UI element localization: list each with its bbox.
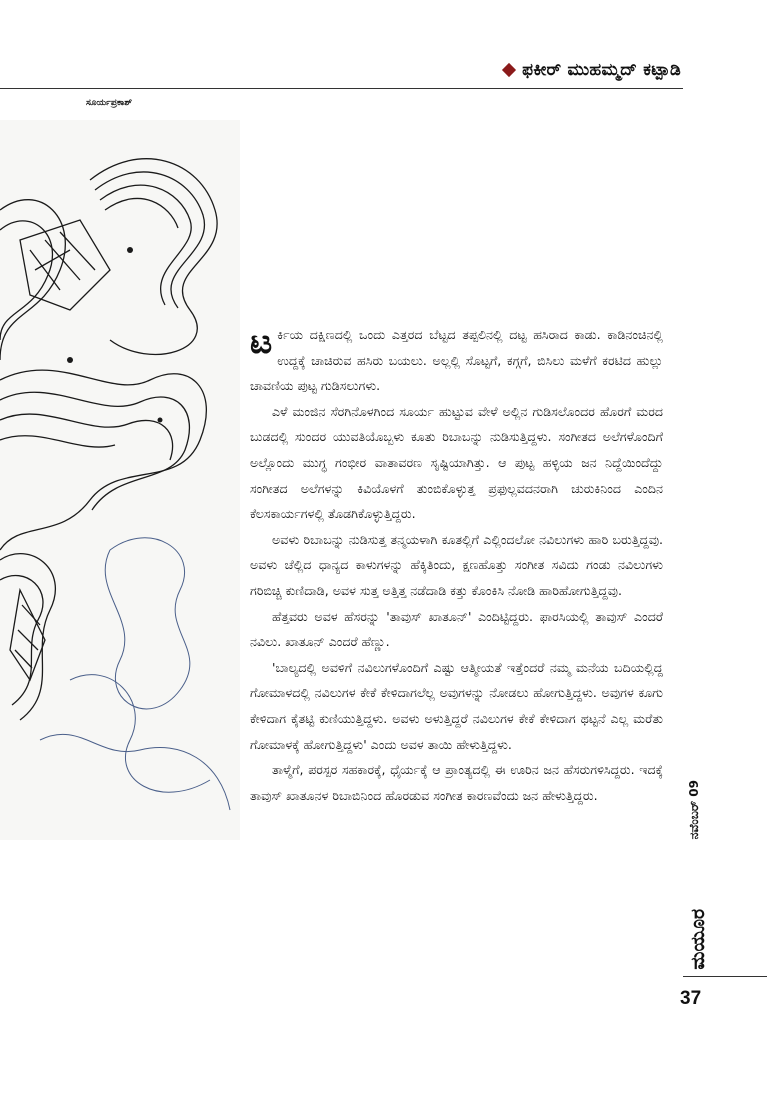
article-paragraph: ಟರ್ಕಿಯ ದಕ್ಷಿಣದಲ್ಲಿ ಒಂದು ಎತ್ತರದ ಬೆಟ್ಟದ ತಪ್ಪಲಿನಲ್ಲಿ ದಟ್ಟ ಹಸಿರಾದ ಕಾಡು. ಕಾಡಿನಂಚಿನಲ್ಲಿ ಉದ್ದಕ್ಕೆ ಚಾಚಿರುವ ಹಸಿರು ಬಯಲು. ಅಲ್ಲಲ್ಲಿ ಸೊಟ್ಟಗೆ, ಕಗ್ಗಗೆ, ಬಿಸಿಲು ಮಳೆಗೆ ಕರಟಿದ ಹುಲ್ಲು ಚಾವಣಿಯ ಪುಟ್ಟ ಗುಡಿಸಲುಗಳು.: [250, 322, 663, 394]
author-header: [504, 56, 681, 84]
article-paragraph: ತಾಳ್ಮೆಗೆ, ಪರಸ್ಪರ ಸಹಕಾರಕ್ಕೆ, ಧೈರ್ಯಕ್ಕೆ ಆ ಪ್ರಾಂತ್ಯದಲ್ಲಿ ಈ ಊರಿನ ಜನ ಹೆಸರುಗಳಿಸಿದ್ದರು. ಇದಕ್ಕೆ ತಾವುಸ್ ಖಾತೂನಳ ರಿಬಾಬಿನಿಂದ ಹೊರಡುವ ಸಂಗೀತ ಕಾರಣವೆಂದು ಜನ ಹೇಳುತ್ತಿದ್ದರು.: [250, 762, 663, 803]
footer-divider: [683, 976, 767, 977]
diamond-bullet-icon: [502, 63, 516, 77]
line-art-illustration: [0, 120, 240, 840]
article-body: [250, 322, 663, 808]
author-name: ಫಕೀರ್ ಮುಹಮ್ಮದ್ ಕಟ್ಪಾಡಿ: [522, 60, 681, 80]
issue-date: ನವೆಂಬರ್ 09: [687, 780, 701, 840]
article-paragraph: ಎಳೆ ಮಂಜಿನ ಸೆರಗಿನೊಳಗಿಂದ ಸೂರ್ಯ ಹುಟ್ಟುವ ವೇಳೆ ಅಲ್ಲಿನ ಗುಡಿಸಲೊಂದರ ಹೊರಗೆ ಮರದ ಬುಡದಲ್ಲಿ ಸುಂದರ ಯುವತಿಯೊಬ್ಬಳು ಕೂತು ರಿಬಾಬನ್ನು ನುಡಿಸುತ್ತಿದ್ದಳು. ಸಂಗೀತದ ಅಲೆಗಳೊಂದಿಗೆ ಅಲ್ಲೊಂದು ಮುಗ್ಧ ಗಂಭೀರ ವಾತಾವರಣ ಸೃಷ್ಟಿಯಾಗಿತ್ತು. ಆ ಪುಟ್ಟ ಹಳ್ಳಿಯ ಜನ ನಿದ್ದೆಯಿಂದೆದ್ದು ಸಂಗೀತದ ಅಲೆಗಳನ್ನು ಕಿವಿಯೊಳಗೆ ತುಂಬಿಕೊಳ್ಳುತ್ತ ಪ್ರಫುಲ್ಲವದನರಾಗಿ ಚುರುಕಿನಿಂದ ಎಂದಿನ ಕೆಲಸಕಾರ್ಯಗಳಲ್ಲಿ ತೊಡಗಿಕೊಳ್ಳುತ್ತಿದ್ದರು.: [250, 403, 663, 522]
illustrator-credit: ಸೂರ್ಯಪ್ರಕಾಶ್: [86, 98, 133, 108]
header-divider: [0, 88, 683, 89]
article-paragraph: ಹೆತ್ತವರು ಅವಳ ಹೆಸರನ್ನು 'ತಾವುಸ್ ಖಾತೂನ್' ಎಂದಿಟ್ಟಿದ್ದರು. ಫಾರಸಿಯಲ್ಲಿ ತಾವುಸ್ ಎಂದರೆ ನವಿಲು. ಖಾತೂನ್ ಎಂದರೆ ಹೆಣ್ಣು.: [250, 608, 663, 650]
drop-cap: ಟ: [250, 322, 273, 362]
magazine-name: ಮಯೂರ: [687, 909, 709, 970]
illustration-drawing: [0, 120, 240, 840]
side-column: [687, 780, 711, 970]
page-number: 37: [680, 988, 702, 1009]
article-paragraph: 'ಬಾಲ್ಯದಲ್ಲಿ ಅವಳಿಗೆ ನವಿಲುಗಳೊಂದಿಗೆ ಎಷ್ಟು ಆತ್ಮೀಯತೆ ಇತ್ತೆಂದರೆ ನಮ್ಮ ಮನೆಯ ಬದಿಯಲ್ಲಿದ್ದ ಗೋಮಾಳದಲ್ಲಿ ನವಿಲುಗಳ ಕೇಕೆ ಕೇಳಿದಾಗಲೆಲ್ಲ ಅವುಗಳನ್ನು ನೋಡಲು ಹೋಗುತ್ತಿದ್ದಳು. ಅವುಗಳ ಕೂಗು ಕೇಳಿದಾಗ ಕೈತಟ್ಟಿ ಕುಣಿಯುತ್ತಿದ್ದಳು. ಅವಳು ಅಳುತ್ತಿದ್ದರೆ ನವಿಲುಗಳ ಕೇಕೆ ಕೇಳಿದಾಗ ಥಟ್ಟನೆ ಎಲ್ಲ ಮರೆತು ಗೋಮಾಳಕ್ಕೆ ಹೋಗುತ್ತಿದ್ದಳು' ಎಂದು ಅವಳ ತಾಯಿ ಹೇಳುತ್ತಿದ್ದಳು.: [250, 659, 663, 752]
article-paragraph: ಅವಳು ರಿಬಾಬನ್ನು ನುಡಿಸುತ್ತ ತನ್ಮಯಳಾಗಿ ಕೂತಲ್ಲಿಗೆ ಎಲ್ಲಿಂದಲೋ ನವಿಲುಗಳು ಹಾರಿ ಬರುತ್ತಿದ್ದವು. ಅವಳು ಚೆಲ್ಲಿದ ಧಾನ್ಯದ ಕಾಳುಗಳನ್ನು ಹೆಕ್ಕಿತಿಂದು, ಕ್ಷಣಹೊತ್ತು ಸಂಗೀತ ಸವಿದು ಗಂಡು ನವಿಲುಗಳು ಗರಿಬಿಚ್ಚಿ ಕುಣಿದಾಡಿ, ಅವಳ ಸುತ್ತ ಅತ್ತಿತ್ತ ನಡೆದಾಡಿ ಕತ್ತು ಕೊಂಕಿಸಿ ನೋಡಿ ಹಾರಿಹೋಗುತ್ತಿದ್ದವು.: [250, 531, 663, 598]
